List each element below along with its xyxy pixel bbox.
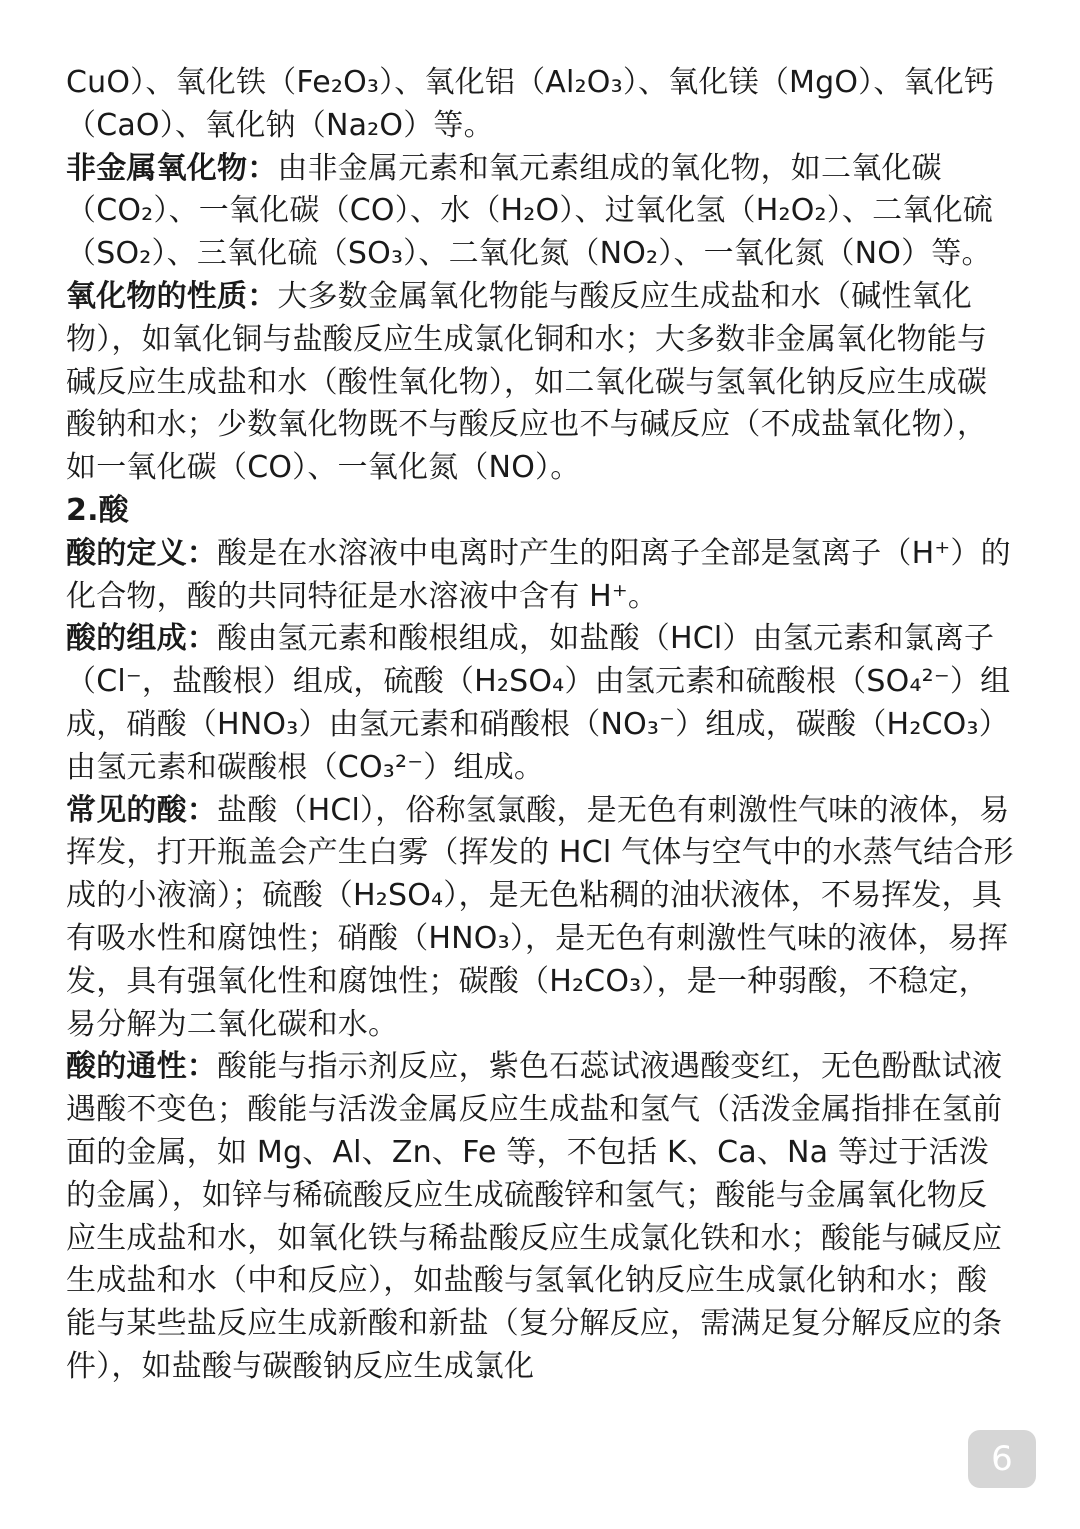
paragraph-metal-oxides-cont [66, 62, 1016, 148]
paragraph-text: 由非金属元素和氧元素组成的氧化物，如二氧化碳（CO₂）、一氧化碳（CO）、水（H₂O）、过氧化氢（H₂O₂）、二氧化硫（SO₂）、三氧化硫（SO₃）、二氧化氮（NO₂）、一氧化氮（NO）等。 [66, 150, 993, 272]
paragraph-term: 氧化物的性质： [66, 278, 278, 314]
page-number-badge: 6 [968, 1430, 1036, 1488]
paragraph-term: 非金属氧化物： [66, 150, 278, 186]
paragraph-term: 酸的组成： [66, 621, 217, 657]
paragraph-nonmetal-oxides [66, 148, 1016, 276]
paragraph-text: 酸能与指示剂反应，紫色石蕊试液遇酸变红，无色酚酞试液遇酸不变色；酸能与活泼金属反应生成盐和氢气（活泼金属指排在氢前面的金属，如 Mg、Al、Zn、Fe 等，不包括 K、Ca、Na 等过于活泼的金属），如锌与稀硫酸反应生成硫酸锌和氢气；酸能与金属氧化物反应生成盐和水，如氧化铁与稀盐酸反应生成氯化铁和水；酸能与碱反应生成盐和水（中和反应），如盐酸与氢氧化钠反应生成氯化钠和水；酸能与某些盐反应生成新酸和新盐（复分解反应，需满足复分解反应的条件），如盐酸与碳酸钠反应生成氯化 [66, 1049, 1003, 1384]
paragraph-acid-composition [66, 618, 1016, 789]
paragraph-term: 常见的酸： [66, 792, 217, 828]
paragraph-oxide-properties [66, 276, 1016, 490]
paragraph-text: 酸是在水溶液中电离时产生的阳离子全部是氢离子（H⁺）的化合物，酸的共同特征是水溶液中含有 H⁺。 [66, 535, 1011, 614]
paragraph-acid-properties [66, 1046, 1016, 1388]
document-body [66, 62, 1016, 1389]
paragraph-text: 盐酸（HCl），俗称氢氯酸，是无色有刺激性气味的液体，易挥发，打开瓶盖会产生白雾（挥发的 HCl 气体与空气中的水蒸气结合形成的小液滴）；硫酸（H₂SO₄），是无色粘稠的油状液体，不易挥发，具有吸水性和腐蚀性；硝酸（HNO₃），是无色有刺激性气味的液体，易挥发，具有强氧化性和腐蚀性；碳酸（H₂CO₃），是一种弱酸，不稳定，易分解为二氧化碳和水。 [66, 792, 1014, 1042]
paragraph-text: 酸由氢元素和酸根组成，如盐酸（HCl）由氢元素和氯离子（Cl⁻，盐酸根）组成，硫酸（H₂SO₄）由氢元素和硫酸根（SO₄²⁻）组成，硝酸（HNO₃）由氢元素和硝酸根（NO₃⁻）组成，碳酸（H₂CO₃）由氢元素和碳酸根（CO₃²⁻）组成。 [66, 621, 1011, 785]
paragraph-acid-definition [66, 533, 1016, 619]
paragraph-text: CuO）、氧化铁（Fe₂O₃）、氧化铝（Al₂O₃）、氧化镁（MgO）、氧化钙（CaO）、氧化钠（Na₂O）等。 [66, 65, 995, 143]
paragraph-text: 大多数金属氧化物能与酸反应生成盐和水（碱性氧化物），如氧化铜与盐酸反应生成氯化铜和水；大多数非金属氧化物能与碱反应生成盐和水（酸性氧化物），如二氧化碳与氢氧化钠反应生成碳酸钠和水；少数氧化物既不与酸反应也不与碱反应（不成盐氧化物），如一氧化碳（CO）、一氧化氮（NO）。 [66, 278, 988, 486]
section-heading-acid: 2.酸 [66, 492, 129, 528]
paragraph-term: 酸的定义： [66, 535, 217, 571]
paragraph-term: 酸的通性： [66, 1049, 217, 1085]
paragraph-common-acids [66, 790, 1016, 1047]
